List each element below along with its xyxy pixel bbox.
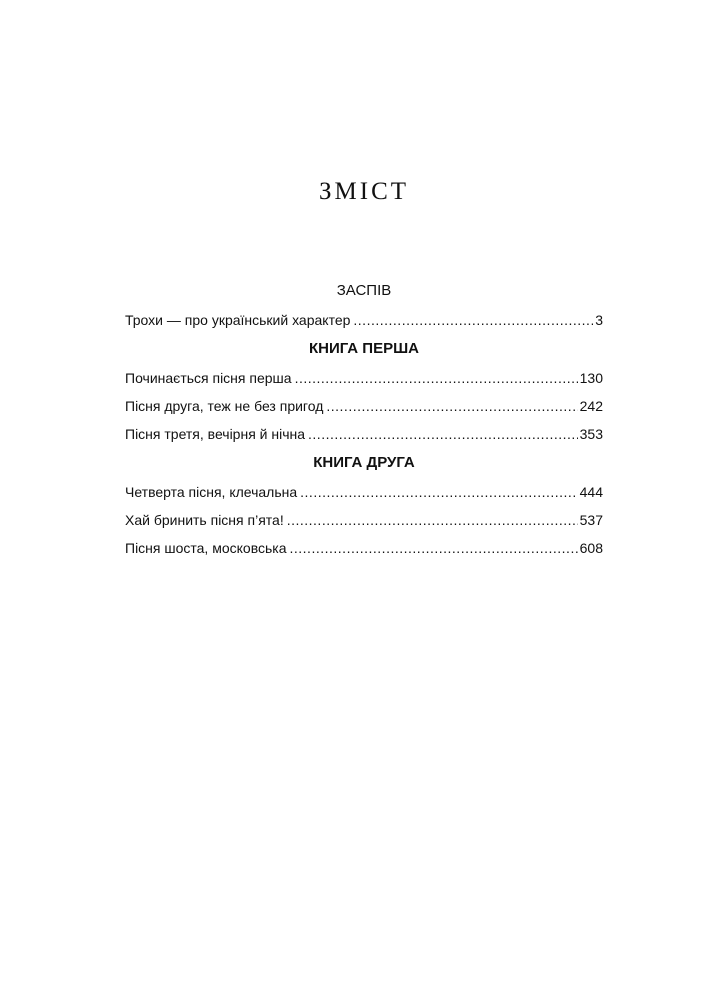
toc-entry-page: 353 — [579, 426, 603, 442]
toc-entry-title: Пісня шоста, московська — [125, 540, 287, 556]
toc-entry-title: Хай бринить пісня п’ята! — [125, 512, 284, 528]
toc-entry[interactable] — [125, 425, 603, 443]
toc-entry-title: Трохи — про український характер — [125, 312, 351, 328]
dot-leader — [308, 425, 578, 443]
section-heading-book-two: КНИГА ДРУГА — [313, 454, 415, 471]
toc-entry-page: 537 — [579, 512, 603, 528]
toc-entry-page: 3 — [595, 312, 603, 328]
toc-entry-title: Пісня друга, теж не без пригод — [125, 398, 324, 414]
toc-entry[interactable] — [125, 483, 603, 501]
dot-leader — [300, 483, 577, 501]
dot-leader — [290, 539, 578, 557]
dot-leader — [353, 311, 593, 329]
section-heading-book-one: КНИГА ПЕРША — [308, 340, 420, 357]
book-two-entries — [125, 483, 603, 557]
toc-entry[interactable] — [125, 397, 603, 415]
intro-entries — [125, 311, 603, 329]
page-title: ЗМІСТ — [318, 177, 410, 205]
toc-entry[interactable] — [125, 311, 603, 329]
section-heading-intro: ЗАСПІВ — [336, 282, 392, 299]
table-of-contents — [125, 281, 603, 567]
toc-entry-title: Четверта пісня, клечальна — [125, 484, 298, 500]
toc-entry-page: 444 — [579, 484, 603, 500]
dot-leader — [287, 511, 578, 529]
dot-leader — [326, 397, 577, 415]
toc-entry-page: 242 — [579, 398, 603, 414]
toc-entry[interactable] — [125, 511, 603, 529]
toc-entry-title: Пісня третя, вечірня й нічна — [125, 426, 306, 442]
book-one-entries — [125, 369, 603, 443]
toc-entry-title: Починається пісня перша — [125, 370, 292, 386]
toc-entry-page: 608 — [579, 540, 603, 556]
toc-entry[interactable] — [125, 369, 603, 387]
toc-entry-page: 130 — [579, 370, 603, 386]
toc-entry[interactable] — [125, 539, 603, 557]
dot-leader — [295, 369, 578, 387]
